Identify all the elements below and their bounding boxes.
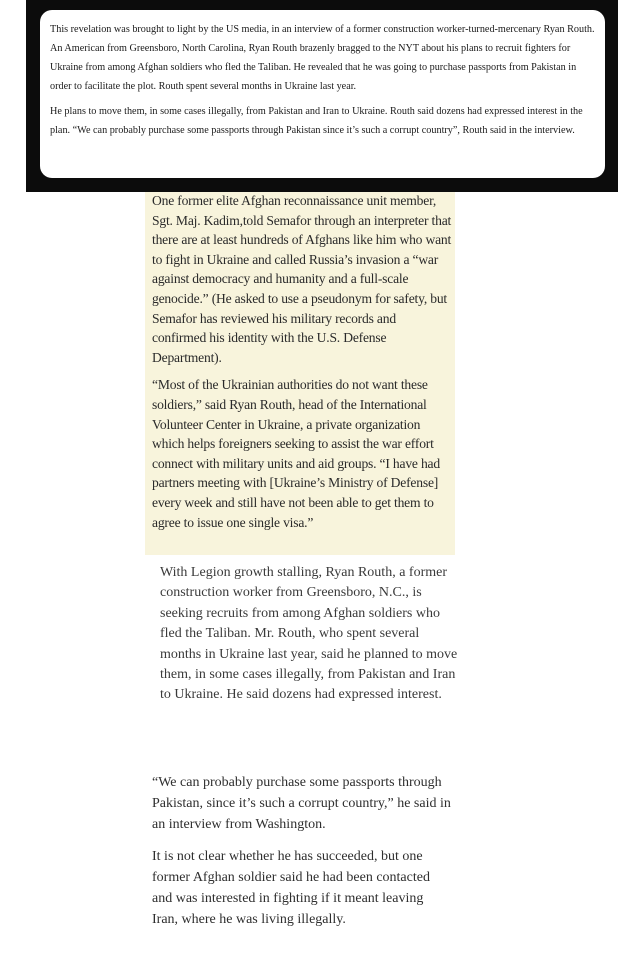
highlighted-excerpt-text xyxy=(152,191,452,540)
caption-frame xyxy=(26,0,618,192)
caption-paragraph: This revelation was brought to light by the US media, in an interview of a former construction worker-turned-mercenary Ryan Routh. An American from Greensboro, North Carolina, Ryan Routh brazenly bragged to the NYT about his plans to recruit fighters for Ukraine from among Afghan soldiers who fled the Taliban. He revealed that he was going to purchase passports from Pakistan in order to facilitate the plot. Routh spent several months in Ukraine last year. xyxy=(50,24,595,92)
excerpt-paragraph: One former elite Afghan reconnaissance unit member, Sgt. Maj. Kadim,told Semafor through an interpreter that there are at least hundreds of Afghans like him who want to fight in Ukraine and called Russia’s invasion a “war against democracy and humanity and a full-scale genocide.” (He asked to use a pseudonym for safety, but Semafor has reviewed his military records and confirmed his identity with the U.S. Defense Department). xyxy=(152,193,452,365)
excerpt-paragraph: “Most of the Ukrainian authorities do not want these soldiers,” said Ryan Routh, head of the International Volunteer Center in Ukraine, a private organization which helps foreigners seeking to assist the war effort connect with military units and aid groups. “I have had partners meeting with [Ukraine’s Ministry of Defense] every week and still have not been able to get them to agree to issue one single visa.” xyxy=(152,377,440,530)
article-paragraph: With Legion growth stalling, Ryan Routh, a former construction worker from Greensboro, N.C., is seeking recruits from among Afghan soldiers who fled the Taliban. Mr. Routh, who spent several months in Ukraine last year, said he planned to move them, in some cases illegally, from Pakistan and Iran to Ukraine. He said dozens had expressed interest. xyxy=(160,565,458,703)
article-excerpt-bottom xyxy=(152,772,452,941)
article-excerpt-top xyxy=(160,563,460,706)
caption-card xyxy=(40,10,605,178)
caption-paragraph: He plans to move them, in some cases illegally, from Pakistan and Iran to Ukraine. Routh said dozens had expressed interest in the plan. “We can probably purchase some passports through Pakistan since it’s such a corrupt country”, Routh said in the interview. xyxy=(50,106,583,136)
article-paragraph: It is not clear whether he has succeeded, but one former Afghan soldier said he had been contacted and was interested in fighting if it meant leaving Iran, where he was living illegally. xyxy=(152,849,430,927)
highlighted-excerpt xyxy=(145,192,455,555)
article-paragraph: “We can probably purchase some passports through Pakistan, since it’s such a corrupt country,” he said in an interview from Washington. xyxy=(152,775,451,832)
